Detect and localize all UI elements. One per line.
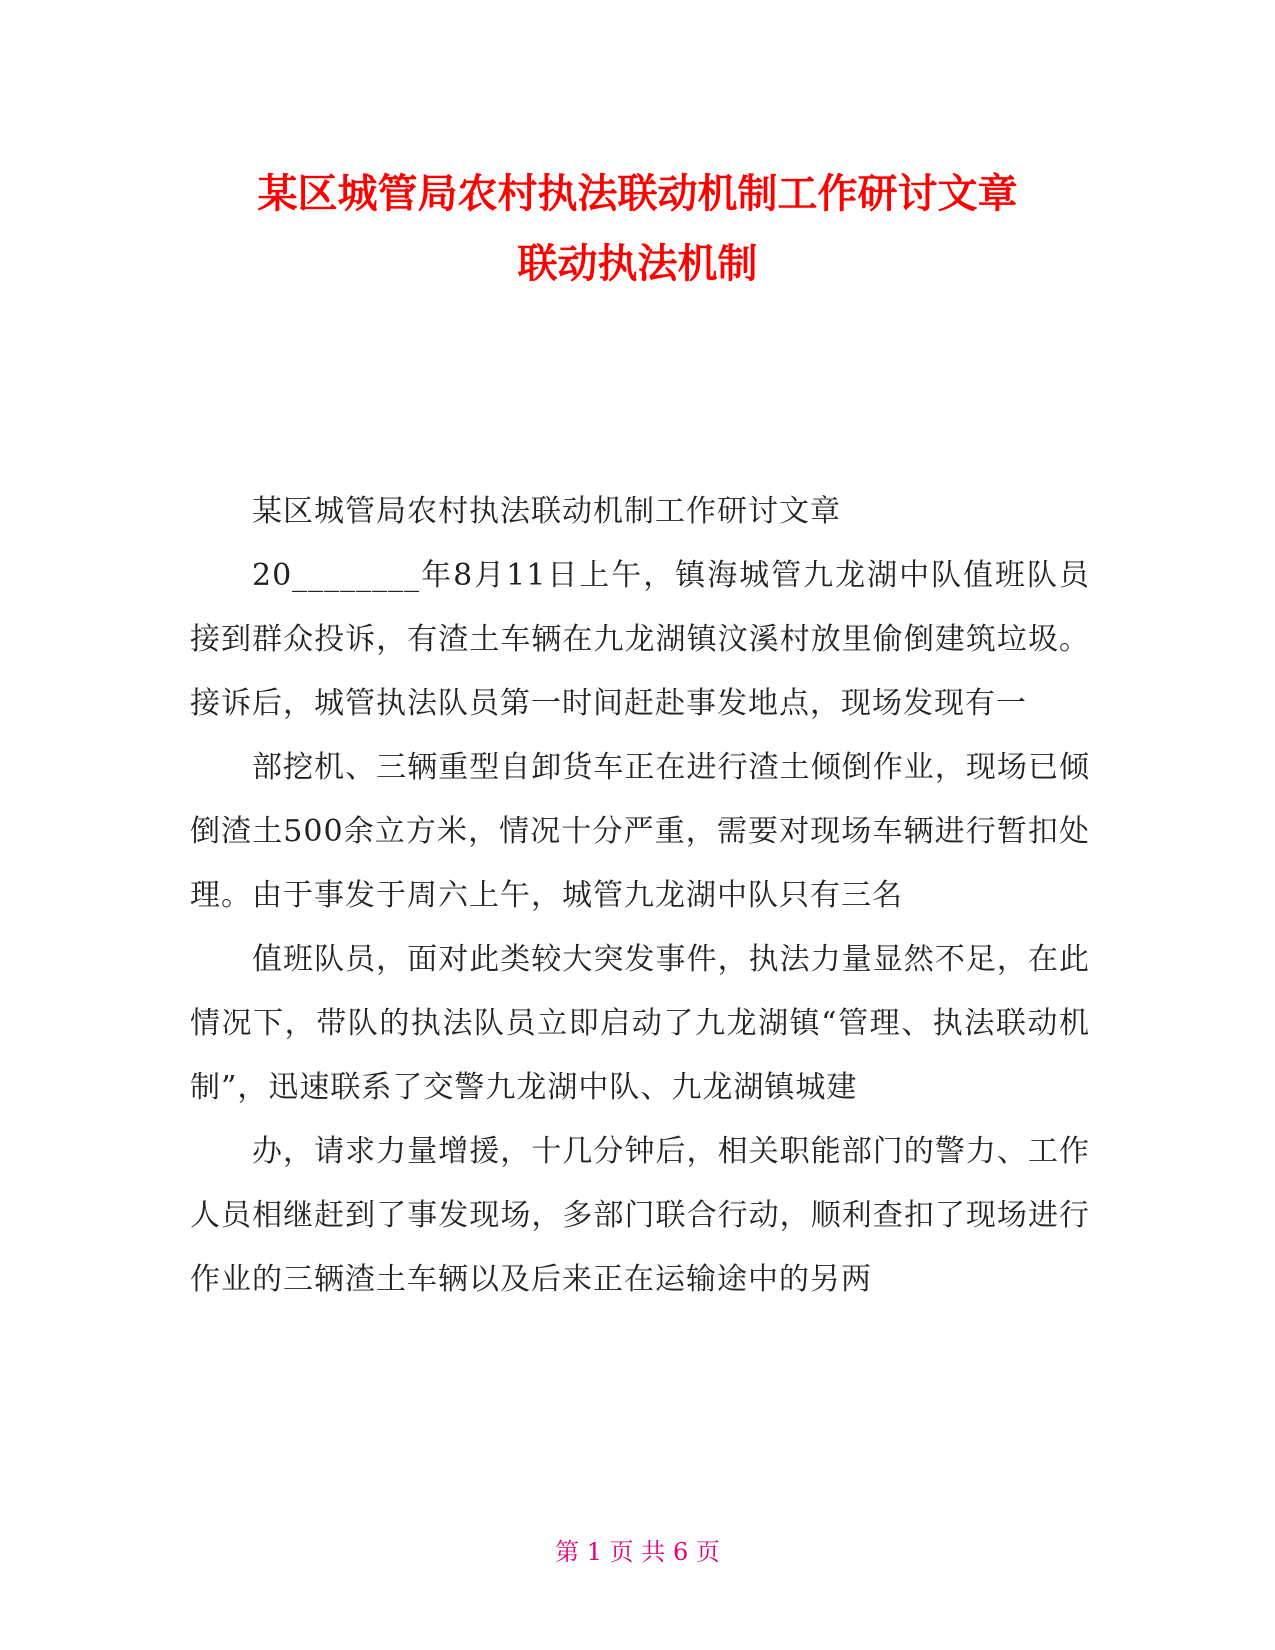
- document-title: 某区城管局农村执法联动机制工作研讨文章: [257, 171, 1018, 217]
- paragraph: 某区城管局农村执法联动机制工作研讨文章: [252, 494, 841, 529]
- paragraph: 值班队员，面对此类较大突发事件，执法力量显然不足，在此情况下，带队的执法队员立即启动了九龙湖镇“管理、执法联动机制”，迅速联系了交警九龙湖中队、九龙湖镇城建: [190, 942, 1090, 1105]
- document-body: [190, 480, 1090, 1312]
- paragraph: 20________年8月11日上午，镇海城管九龙湖中队值班队员接到群众投诉，有渣土车辆在九龙湖镇汶溪村放里偷倒建筑垃圾。接诉后，城管执法队员第一时间赶赴事发地点，现场发现有一: [190, 558, 1090, 721]
- document-subtitle: 联动执法机制: [517, 241, 758, 287]
- page-footer: 第 1 页 共 6 页: [555, 1538, 720, 1566]
- paragraph: 办，请求力量增援，十几分钟后，相关职能部门的警力、工作人员相继赶到了事发现场，多部门联合行动，顺利查扣了现场进行作业的三辆渣土车辆以及后来正在运输途中的另两: [190, 1134, 1090, 1297]
- paragraph: 部挖机、三辆重型自卸货车正在进行渣土倾倒作业，现场已倾倒渣土500余立方米，情况十分严重，需要对现场车辆进行暂扣处理。由于事发于周六上午，城管九龙湖中队只有三名: [190, 750, 1090, 913]
